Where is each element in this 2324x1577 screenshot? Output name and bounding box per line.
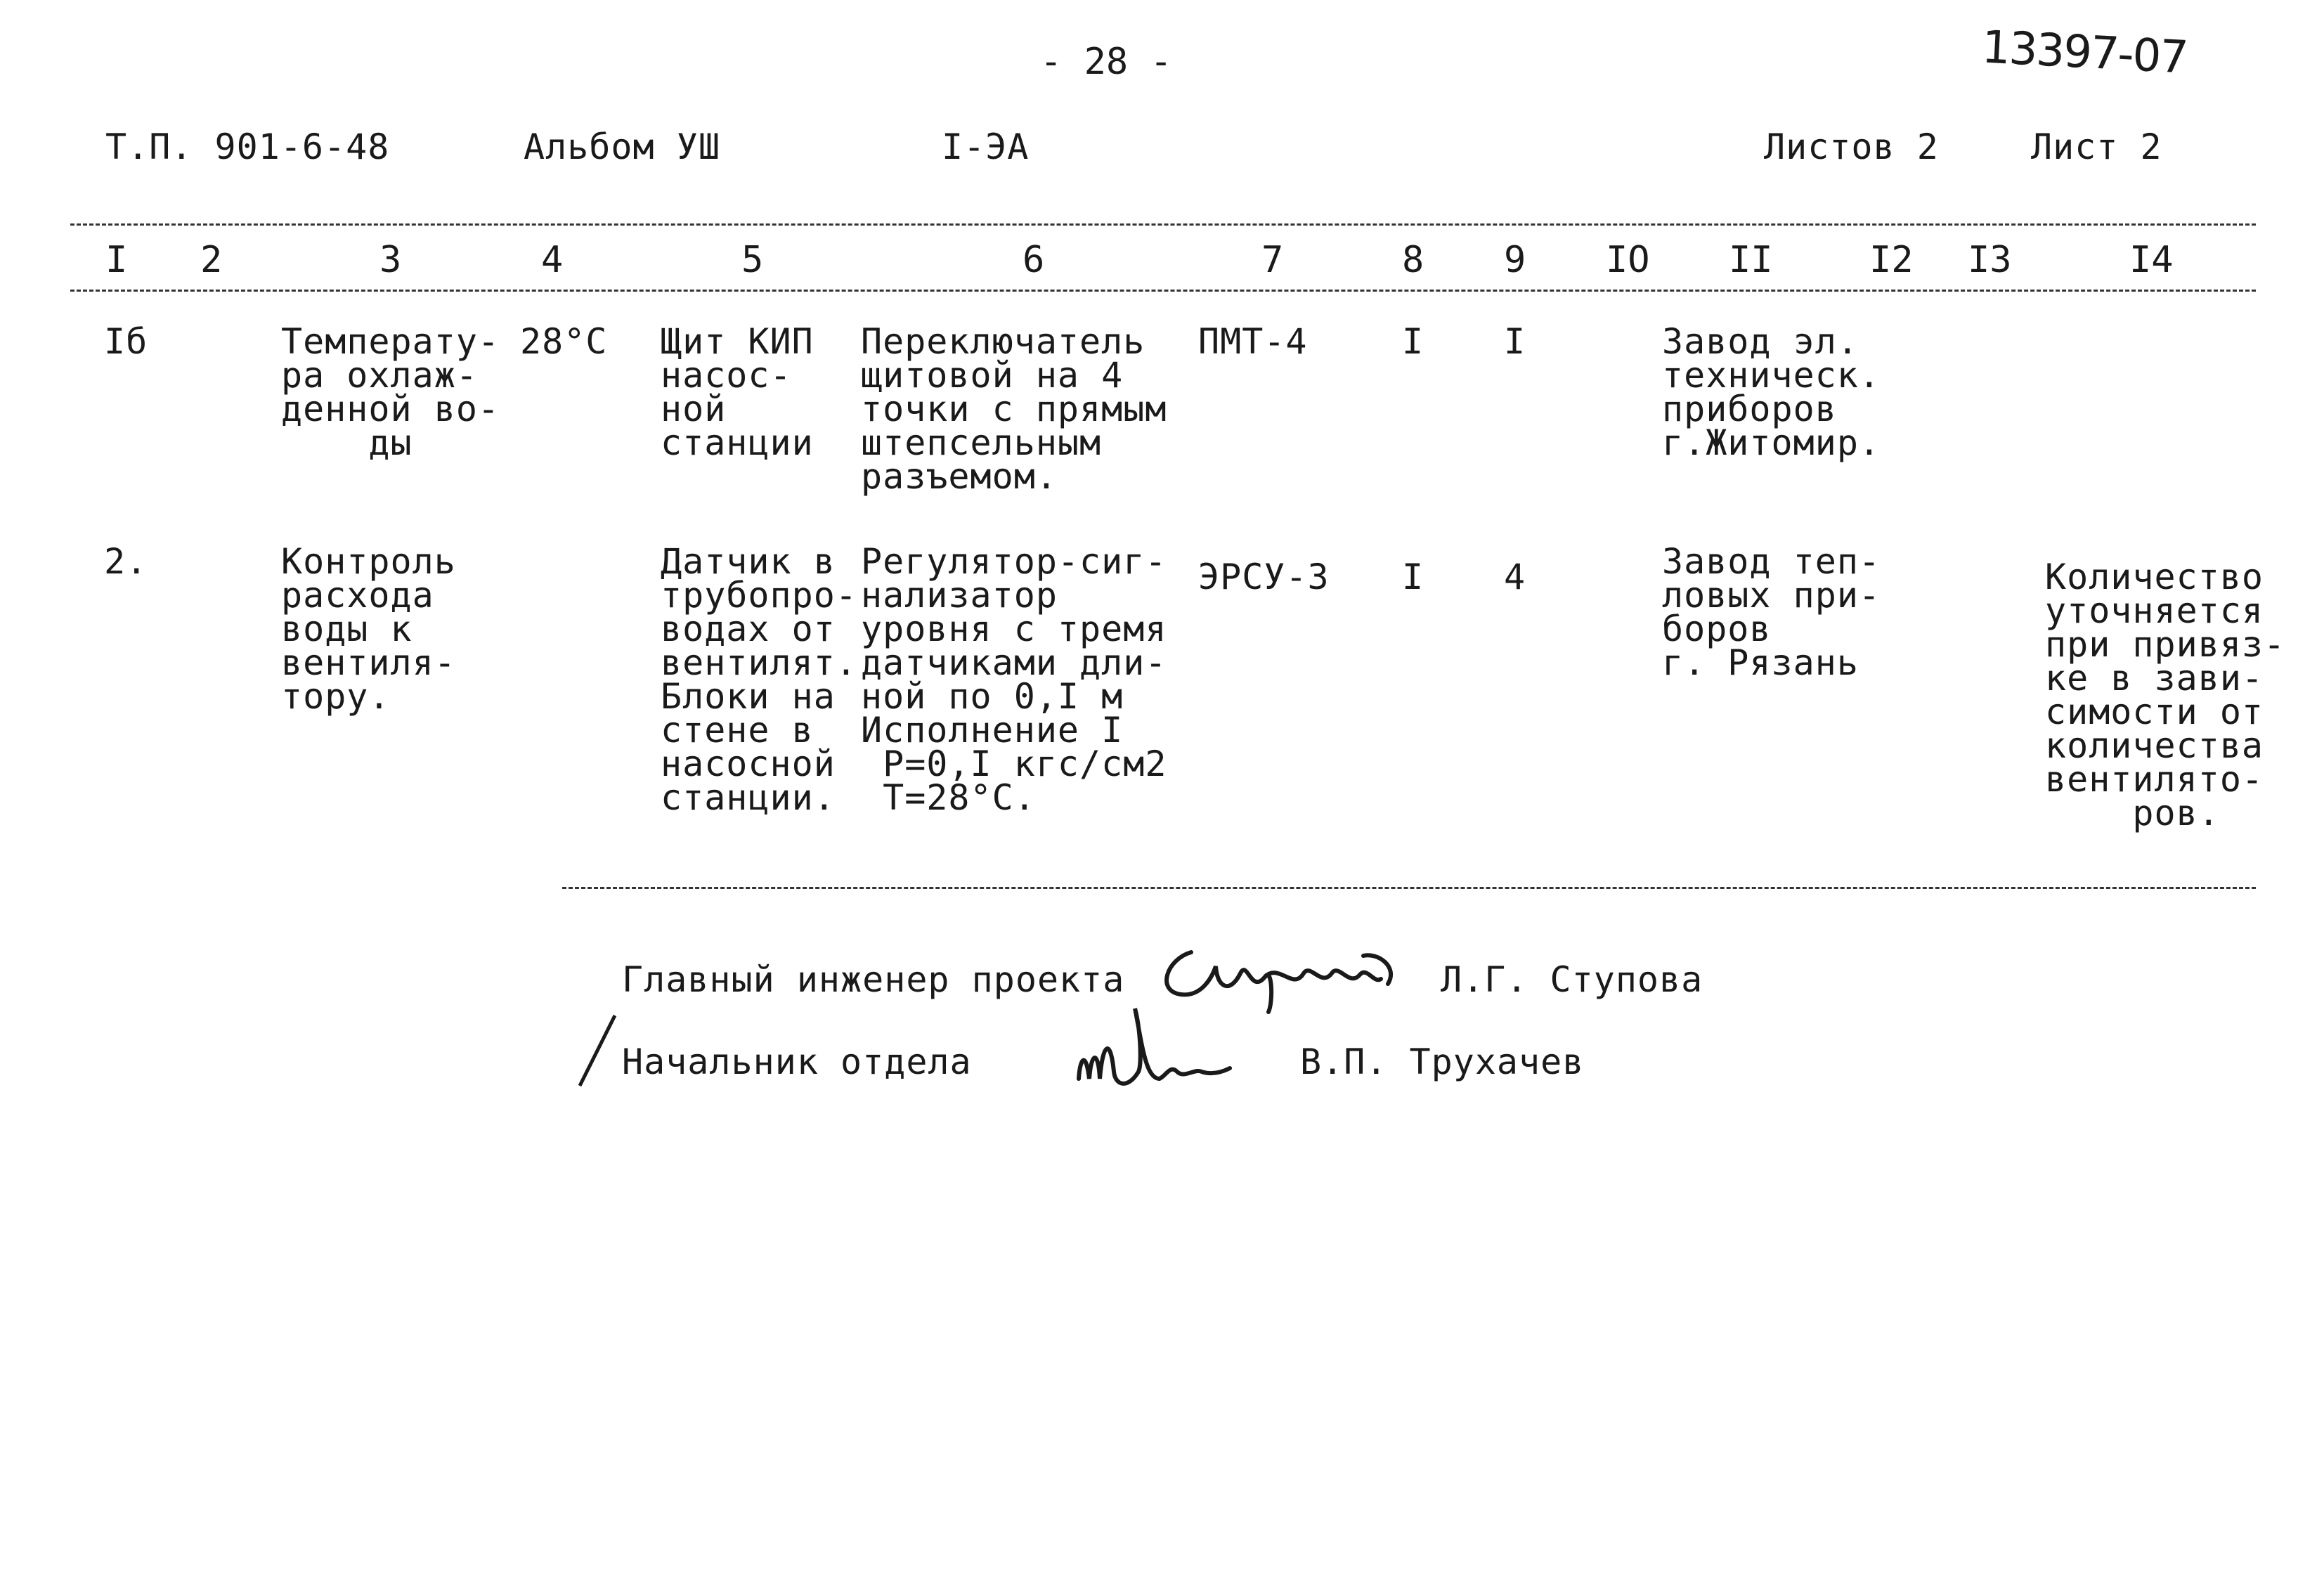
location-cell-line: насос- (661, 355, 792, 396)
parameter-cell-line: тору. (281, 676, 391, 717)
device-cell-line: уровня с тремя (861, 609, 1167, 649)
location-cell-line: трубопро- (661, 575, 857, 616)
device-cell-line: точки с прямым (861, 389, 1167, 429)
column-number-5: 5 (741, 239, 764, 281)
department-head-name: В.П. Трухачев (1300, 1041, 1585, 1082)
parameter-cell-line: ра охлаж- (281, 355, 478, 396)
table-bottom-rule (562, 887, 2256, 889)
device-cell-line: нализатор (861, 575, 1058, 616)
album-label: Альбом УШ (524, 126, 720, 167)
type-cell: ПМТ-4 (1198, 321, 1308, 362)
column-number-8: 8 (1402, 239, 1424, 281)
location-cell-line: вентилят. (661, 642, 857, 683)
note-cell-line: ров. (2045, 793, 2220, 833)
quantity-col9-cell: 4 (1504, 557, 1526, 597)
manufacturer-cell-line: боров (1662, 609, 1772, 649)
device-cell-line: Регулятор-сиг- (861, 541, 1167, 582)
page-number: - 28 - (1040, 41, 1172, 83)
device-cell-line: датчиками дли- (861, 642, 1167, 683)
device-cell-line: Р=0,I кгс/см2 (861, 744, 1167, 784)
sheets-total: Листов 2 (1764, 126, 1939, 167)
device-cell-line: штепсельным (861, 422, 1102, 463)
column-number-9: 9 (1504, 239, 1526, 281)
device-cell-line: Переключатель (861, 321, 1145, 362)
parameter-cell-line: расхода (281, 575, 434, 616)
manufacturer-cell-line: г. Рязань (1662, 642, 1859, 683)
location-cell-line: Датчик в (661, 541, 836, 582)
device-cell-line: Исполнение I (861, 710, 1124, 751)
chief-engineer-role: Главный инженер проекта (622, 959, 1125, 1000)
manufacturer-cell (1662, 321, 1881, 463)
manufacturer-cell-line: Завод теп- (1662, 541, 1881, 582)
note-cell-line: при привяз- (2045, 624, 2286, 665)
column-number-13: I3 (1968, 239, 2012, 281)
parameter-cell-line: ды (281, 422, 413, 463)
column-number-3: 3 (379, 239, 402, 281)
sheet-number: Лист 2 (2031, 126, 2162, 167)
parameter-cell-line: Температу- (281, 321, 500, 362)
header-bottom-rule (70, 290, 2256, 292)
quantity-col8-cell: I (1402, 321, 1424, 362)
location-cell (661, 321, 814, 463)
note-cell-line: вентилято- (2045, 759, 2264, 800)
quantity-col8-cell: I (1402, 557, 1424, 597)
parameter-cell-line: вентиля- (281, 642, 456, 683)
device-cell-line: ной по 0,I м (861, 676, 1124, 717)
note-cell-line: Количество (2045, 557, 2264, 597)
manufacturer-cell-line: г.Житомир. (1662, 422, 1881, 463)
parameter-cell-line: Контроль (281, 541, 456, 582)
archive-stamp: 13397-07 (1980, 21, 2188, 84)
location-cell-line: водах от (661, 609, 836, 649)
mark-label: I-ЭА (942, 126, 1030, 167)
manufacturer-cell-line: техническ. (1662, 355, 1881, 396)
device-cell (861, 541, 1167, 818)
manufacturer-cell-line: Завод эл. (1662, 321, 1859, 362)
row-number: 2. (104, 541, 148, 582)
note-cell-line: симости от (2045, 692, 2264, 732)
location-cell-line: стене в (661, 710, 814, 751)
row-number: Iб (104, 321, 148, 362)
manufacturer-cell (1662, 541, 1881, 683)
department-head-role: Начальник отдела (622, 1041, 972, 1082)
column-number-4: 4 (541, 239, 564, 281)
parameter-cell-line: воды к (281, 609, 413, 649)
note-cell-line: уточняется (2045, 590, 2264, 631)
note-cell-line: количества (2045, 725, 2264, 766)
chief-engineer-name: Л.Г. Ступова (1441, 959, 1703, 1000)
location-cell (661, 541, 857, 818)
location-cell-line: станции. (661, 777, 836, 818)
location-cell-line: Щит КИП (661, 321, 814, 362)
column-number-10: IO (1606, 239, 1650, 281)
project-code: Т.П. 901-6-48 (105, 126, 390, 167)
column-number-14: I4 (2129, 239, 2174, 281)
column-number-11: II (1729, 239, 1773, 281)
department-head-signature (1072, 1001, 1233, 1114)
department-head-slash (576, 1012, 618, 1089)
device-cell-line: Т=28°С. (861, 777, 1036, 818)
device-cell (861, 321, 1167, 497)
manufacturer-cell-line: ловых при- (1662, 575, 1881, 616)
column-number-1: I (105, 239, 128, 281)
note-cell-line: ке в зави- (2045, 658, 2264, 699)
parameter-cell-line: денной во- (281, 389, 500, 429)
parameter-cell (281, 541, 456, 717)
quantity-col9-cell: I (1504, 321, 1526, 362)
type-cell: ЭРСУ-3 (1198, 557, 1330, 597)
device-cell-line: щитовой на 4 (861, 355, 1124, 396)
parameter-cell (281, 321, 500, 463)
manufacturer-cell-line: приборов (1662, 389, 1837, 429)
value-cell: 28°C (520, 321, 608, 362)
location-cell-line: насосной (661, 744, 836, 784)
table-top-rule (70, 223, 2256, 226)
device-cell-line: разъемом. (861, 456, 1058, 497)
location-cell-line: Блоки на (661, 676, 836, 717)
column-number-12: I2 (1869, 239, 1914, 281)
location-cell-line: станции (661, 422, 814, 463)
column-number-7: 7 (1261, 239, 1284, 281)
location-cell-line: ной (661, 389, 727, 429)
column-number-2: 2 (200, 239, 223, 281)
column-number-6: 6 (1023, 239, 1045, 281)
note-cell (2045, 557, 2286, 833)
